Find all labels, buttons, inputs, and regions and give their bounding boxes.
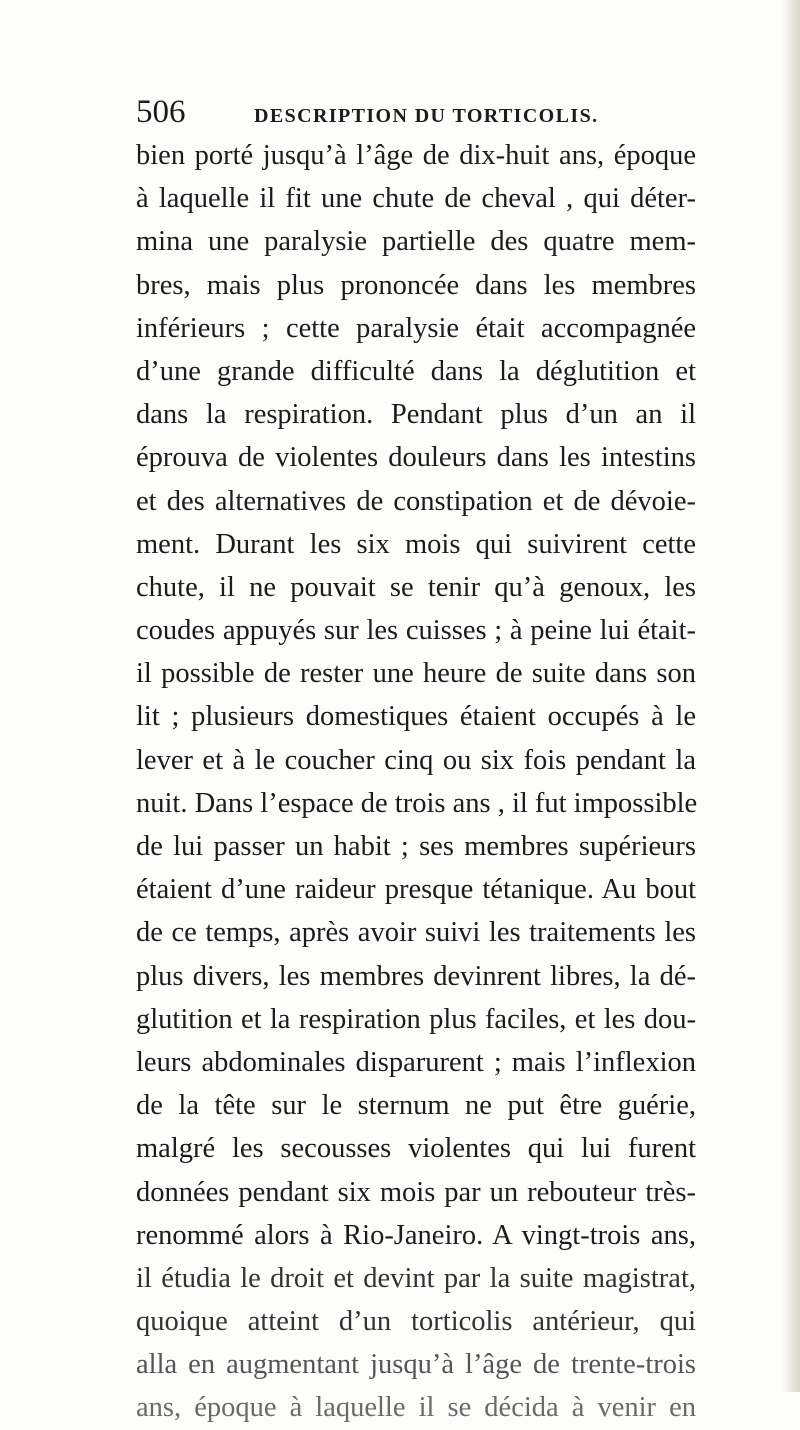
text-line: à laquelle il fit une chute de cheval , qui déter- [136, 183, 696, 215]
text-line: inférieurs ; cette paralysie était accompagnée [136, 312, 696, 344]
text-line: alla en augmentant jusqu’à l’âge de trente-trois [136, 1349, 696, 1381]
text-line: chute, il ne pouvait se tenir qu’à genoux, les [136, 571, 696, 603]
text-line: leurs abdominales disparurent ; mais l’inflexion [136, 1046, 696, 1078]
text-line: dans la respiration. Pendant plus d’un an il [136, 399, 696, 431]
text-line: étaient d’une raideur presque tétanique. Au bout [136, 874, 696, 906]
text-line: de ce temps, après avoir suivi les traitements les [136, 917, 696, 949]
text-line: quoique atteint d’un torticolis antérieur, qui [136, 1306, 696, 1338]
text-line: mina une paralysie partielle des quatre mem- [136, 226, 696, 258]
page-header [136, 92, 696, 132]
text-line: ans, époque à laquelle il se décida à venir en [136, 1392, 696, 1424]
text-line: bien porté jusqu’à l’âge de dix-huit ans, époque [136, 140, 696, 171]
text-line: glutition et la respiration plus faciles, et les dou- [136, 1003, 696, 1035]
text-line: bres, mais plus prononcée dans les membres [136, 269, 696, 301]
page-number: 506 [136, 94, 186, 130]
text-line: et des alternatives de constipation et de dévoie- [136, 485, 696, 517]
text-line: éprouva de violentes douleurs dans les intestins [136, 442, 696, 474]
text-line: lit ; plusieurs domestiques étaient occupés à le [136, 701, 696, 733]
page-edge-shadow [782, 0, 800, 1392]
text-line: données pendant six mois par un rebouteur très- [136, 1176, 696, 1208]
text-line: nuit. Dans l’espace de trois ans , il fut impossible [136, 787, 698, 819]
text-line: ment. Durant les six mois qui suivirent cette [136, 528, 696, 560]
running-head: DESCRIPTION DU TORTICOLIS. [254, 105, 599, 127]
text-line: il possible de rester une heure de suite dans son [136, 658, 696, 690]
text-line: plus divers, les membres devinrent libres, la dé- [136, 960, 696, 992]
body-text [136, 134, 696, 1430]
text-line: de lui passer un habit ; ses membres supérieurs [136, 831, 696, 862]
text-line: coudes appuyés sur les cuisses ; à peine lui était- [136, 615, 696, 647]
text-line: lever et à le coucher cinq ou six fois pendant la [136, 744, 696, 776]
text-line: il étudia le droit et devint par la suite magistrat, [136, 1262, 696, 1294]
text-line: renommé alors à Rio-Janeiro. A vingt-trois ans, [136, 1219, 696, 1251]
text-line: d’une grande difficulté dans la déglutition et [136, 355, 696, 387]
text-line: de la tête sur le sternum ne put être guérie, [136, 1090, 696, 1122]
text-line: malgré les secousses violentes qui lui furent [136, 1133, 696, 1165]
